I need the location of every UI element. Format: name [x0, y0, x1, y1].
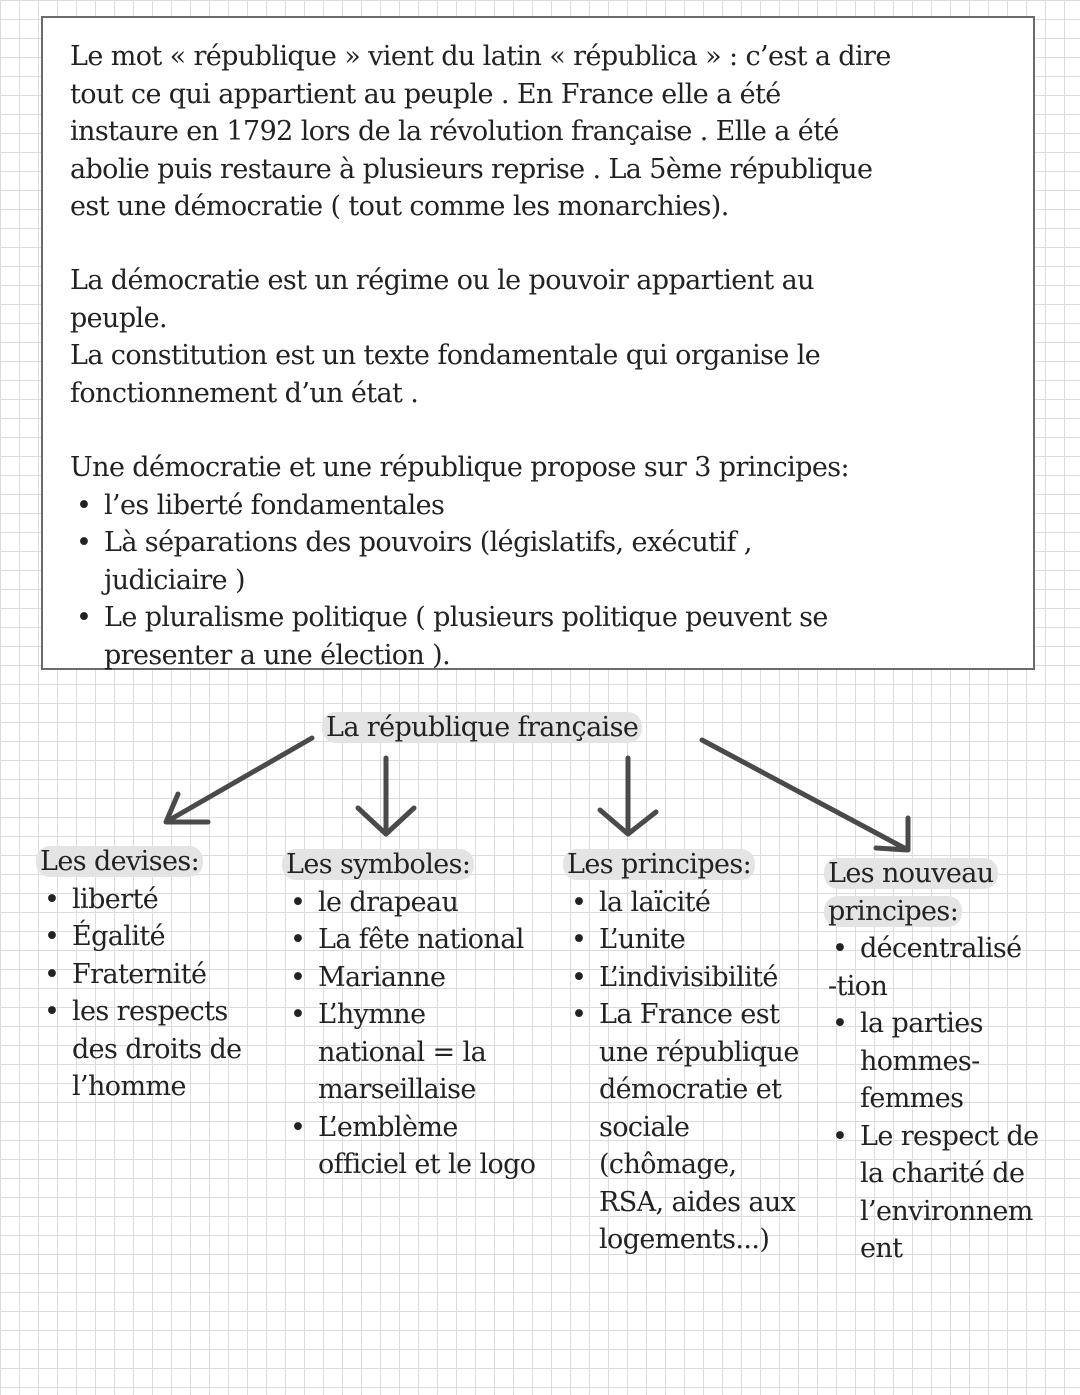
- text-line: peuple.: [70, 302, 167, 334]
- text-line: est une démocratie ( tout comme les monarchies).: [70, 191, 729, 222]
- list-item: • La France est une république démocratie et sociale (chômage, RSA, aides aux logements...): [571, 999, 799, 1255]
- list-item: • L’emblème officiel et le logo: [290, 1111, 536, 1180]
- text-line: l’es liberté fondamentales: [104, 489, 445, 521]
- principes-list: [567, 884, 829, 1259]
- arrow-symboles: [358, 758, 414, 834]
- list-item: • liberté: [44, 883, 159, 915]
- list-item: • Marianne: [290, 961, 446, 993]
- text-line: Le pluralisme politique ( plusieurs politique peuvent se: [104, 602, 828, 633]
- column-heading: principes:: [824, 896, 962, 927]
- column-heading: Les devises:: [36, 846, 203, 877]
- text-line: abolie puis restaure à plusieurs reprise . La 5ème république: [70, 153, 873, 185]
- column-heading: Les nouveau: [824, 858, 998, 889]
- column-principes: [567, 846, 829, 1259]
- arrow-devises: [166, 738, 312, 822]
- diagram-title: La république française: [322, 709, 642, 746]
- bullet: •: [76, 602, 92, 633]
- nouveaux-list: [828, 930, 1078, 1268]
- column-devises: [40, 843, 280, 1106]
- list-item: • L’hymne national = la marseillaise: [290, 999, 487, 1105]
- symboles-list: [286, 884, 566, 1184]
- bullet: •: [76, 489, 92, 521]
- list-item: • la laïcité: [571, 886, 711, 918]
- column-heading: Les principes:: [563, 849, 755, 880]
- list-item: • L’unite: [571, 924, 686, 955]
- list-item: • décentralisé: [832, 933, 1022, 964]
- list-item: • Fraternité: [44, 958, 207, 990]
- arrow-principes: [600, 758, 656, 834]
- bullet: •: [76, 527, 92, 558]
- list-item: • Le respect de la charité de l’environnem ent: [832, 1120, 1039, 1264]
- list-item: • Égalité: [44, 921, 165, 952]
- text-line: Le mot « république » vient du latin « républica » : c’est a dire: [70, 41, 891, 72]
- text-line: La constitution est un texte fondamentale qui organise le: [70, 340, 821, 371]
- text-line: fonctionnement d’un état .: [70, 377, 419, 409]
- text-line: Là séparations des pouvoirs (législatifs, exécutif ,: [104, 527, 752, 558]
- text-line: La démocratie est un régime ou le pouvoir appartient au: [70, 265, 814, 296]
- list-item: • les respects des droits de l’homme: [44, 996, 242, 1102]
- column-symboles: [286, 846, 566, 1184]
- text-line: judiciaire ): [104, 564, 245, 596]
- text-line: instaure en 1792 lors de la révolution française . Elle a été: [70, 116, 839, 147]
- column-heading: Les symboles:: [282, 849, 474, 880]
- list-item: • le drapeau: [290, 886, 459, 918]
- text-line: presenter a une élection ).: [104, 639, 451, 671]
- text-line: Une démocratie et une république propose sur 3 principes:: [70, 452, 849, 483]
- list-item: • L’indivisibilité: [571, 961, 778, 993]
- list-item: -tion: [828, 970, 888, 1002]
- text-line: tout ce qui appartient au peuple . En France elle a été: [70, 78, 781, 110]
- arrow-nouveaux: [702, 740, 908, 850]
- devises-list: [40, 881, 280, 1106]
- list-item: • La fête national: [290, 924, 524, 955]
- list-item: • la parties hommes- femmes: [832, 1008, 983, 1114]
- column-nouveaux-principes: [828, 855, 1078, 1268]
